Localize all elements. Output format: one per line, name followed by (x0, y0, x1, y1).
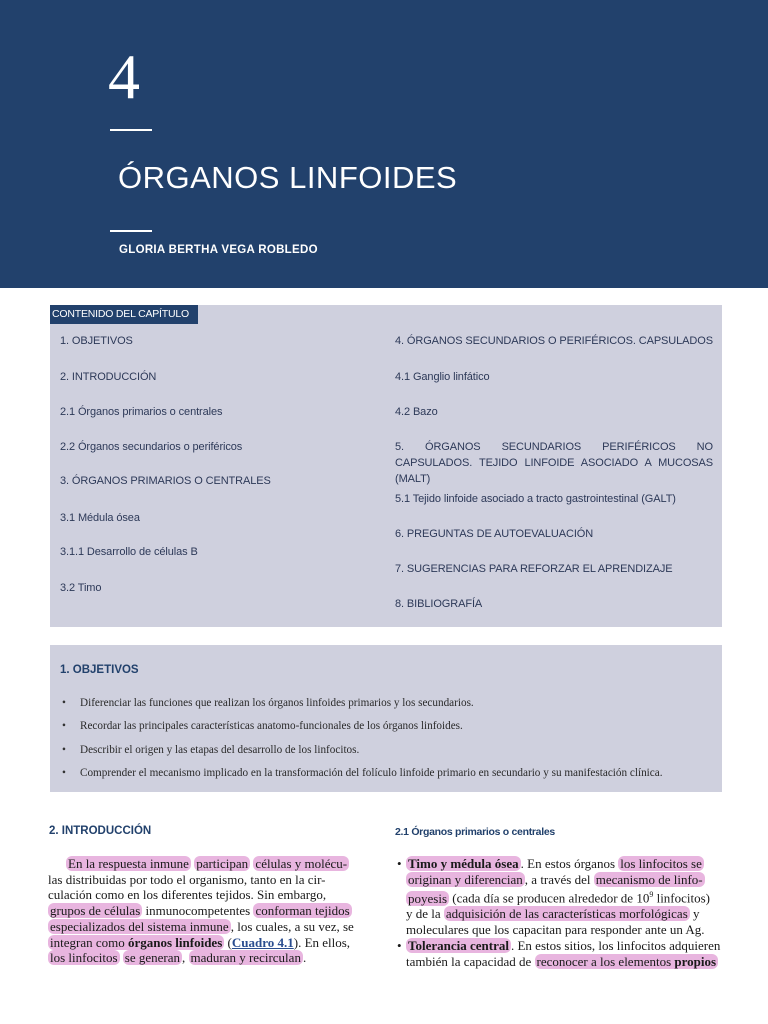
toc-item[interactable]: 2.1 Órganos primarios o centrales (60, 406, 223, 418)
toc-item[interactable]: 8. BIBLIOGRAFÍA (395, 598, 483, 610)
chapter-number: 4 (108, 41, 141, 112)
objective-item: • Diferenciar las funciones que realizan los órganos linfoides primarios y los secundarios. (80, 697, 474, 709)
chapter-author: GLORIA BERTHA VEGA ROBLEDO (119, 244, 318, 256)
subsection-title-primarios: 2.1 Órganos primarios o centrales (395, 826, 555, 838)
toc-item[interactable]: 5. ÓRGANOS SECUNDARIOS PERIFÉRICOS NO CAPSULADOS. TEJIDO LINFOIDE ASOCIADO A MUCOSAS (MALT) (395, 441, 713, 485)
contents-tab-label: CONTENIDO DEL CAPÍTULO (50, 305, 198, 324)
primary-organs-text: • Timo y médula ósea . En estos órganos los linfocitos se originan y diferencian , a través del mecanismo de linfo- poyesis (cada día se producen alrededor de $10^9$ linfocitos) y de la adquisición de las características morfológicas y moleculares que los capacitan para responder ante un Ag. • Tolerancia central . En estos sitios, los linfocitos adquieren también la capacidad de reconocer a los elementos propios (397, 856, 721, 969)
objectives-box (50, 645, 722, 792)
chapter-header (0, 0, 768, 288)
toc-item[interactable]: 7. SUGERENCIAS PARA REFORZAR EL APRENDIZAJE (395, 563, 673, 575)
objective-item: • Describir el origen y las etapas del desarrollo de los linfocitos. (80, 744, 359, 756)
chapter-contents-box (50, 305, 722, 627)
toc-item[interactable]: 3.2 Timo (60, 582, 102, 594)
divider (110, 230, 152, 232)
toc-item[interactable]: 2. INTRODUCCIÓN (60, 371, 157, 383)
objective-item: • Recordar las principales características anatomo-funcionales de los órganos linfoides. (80, 720, 463, 732)
objectives-title: 1. OBJETIVOS (60, 664, 139, 676)
chapter-title: ÓRGANOS LINFOIDES (118, 160, 458, 195)
toc-item[interactable]: 5.1 Tejido linfoide asociado a tracto gastrointestinal (GALT) (395, 493, 676, 505)
toc-item[interactable]: 3.1.1 Desarrollo de células B (60, 546, 198, 558)
intro-paragraph: En la respuesta inmune participan células y molécu- las distribuidas por todo el organismo, tanto en la cir- culación como en los diferentes tejidos. Sin embargo, grupos de células inmunocompetentes conforman tejidos especializados del sistema inmune , los cuales, a su vez, se integran como órganos linfoides (Cuadro 4.1). En ellos, los linfocitos se generan , maduran y recirculan . (48, 856, 354, 966)
divider (110, 129, 152, 131)
toc-item[interactable]: 4. ÓRGANOS SECUNDARIOS O PERIFÉRICOS. CAPSULADOS (395, 335, 713, 347)
section-title-introduccion: 2. INTRODUCCIÓN (49, 825, 152, 837)
toc-item[interactable]: 1. OBJETIVOS (60, 335, 133, 347)
toc-item[interactable]: 3. ÓRGANOS PRIMARIOS O CENTRALES (60, 475, 271, 487)
toc-item[interactable]: 4.1 Ganglio linfático (395, 371, 490, 383)
toc-item[interactable]: 6. PREGUNTAS DE AUTOEVALUACIÓN (395, 528, 594, 540)
toc-item[interactable]: 3.1 Médula ósea (60, 512, 140, 524)
objective-item: • Comprender el mecanismo implicado en la transformación del folículo linfoide primario en secundario y su manifestación clínica. (80, 767, 663, 779)
toc-item[interactable]: 2.2 Órganos secundarios o periféricos (60, 441, 243, 453)
toc-item[interactable]: 4.2 Bazo (395, 406, 438, 418)
